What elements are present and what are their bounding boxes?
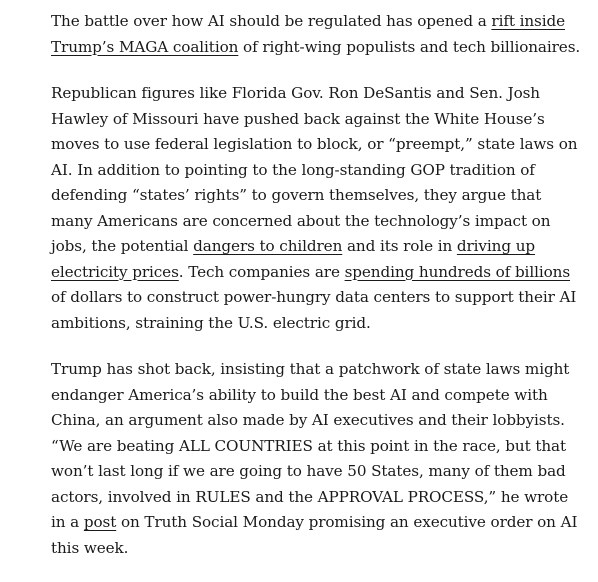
paragraph-1 — [51, 9, 581, 60]
paragraph-2-text-3: . Tech companies are — [178, 262, 345, 281]
paragraph-2-text-1: Republican figures like Florida Gov. Ron DeSantis and Sen. Josh Hawley of Missouri have pushed back against the White House’s moves to use federal legislation to block, or “preempt,” state laws on AI. In addition to pointing to the long-standing GOP tradition of defending “states’ rights” to govern themselves, they argue that many Americans are concerned about the technology’s impact on jobs, the potential — [51, 84, 578, 255]
paragraph-3-text-1: Trump has shot back, insisting that a patchwork of state laws might endanger America’s ability to build the best AI and compete with China, an argument also made by AI executives and their lobbyists. “We are beating ALL COUNTRIES at this point in the race, but that won’t last long if we are going to have 50 States, many of them bad actors, involved in RULES and the APPROVAL PROCESS,” he wrote in a — [51, 360, 570, 531]
link-rift-inside-maga-coalition[interactable]: rift inside Trump’s MAGA coalition — [51, 12, 565, 56]
paragraph-3 — [51, 357, 581, 561]
paragraph-1-text-1: The battle over how AI should be regulated has opened a — [51, 12, 492, 30]
paragraph-2-text-2: and its role in — [342, 237, 457, 255]
article-body — [51, 9, 581, 582]
link-driving-up-electricity-prices[interactable]: driving up electricity prices — [51, 237, 536, 281]
link-post[interactable]: post — [83, 513, 117, 531]
link-dangers-to-children[interactable]: dangers to children — [193, 237, 343, 255]
paragraph-1-text-2: of right-wing populists and tech billionaires. — [238, 37, 581, 56]
paragraph-2 — [51, 81, 581, 336]
paragraph-3-text-2: on Truth Social Monday promising an executive order on AI this week. — [51, 513, 578, 557]
paragraph-2-text-4: of dollars to construct power-hungry data centers to support their AI ambitions, straining the U.S. electric grid. — [51, 288, 577, 332]
link-spending-hundreds-of-billions[interactable]: spending hundreds of billions — [344, 262, 571, 281]
